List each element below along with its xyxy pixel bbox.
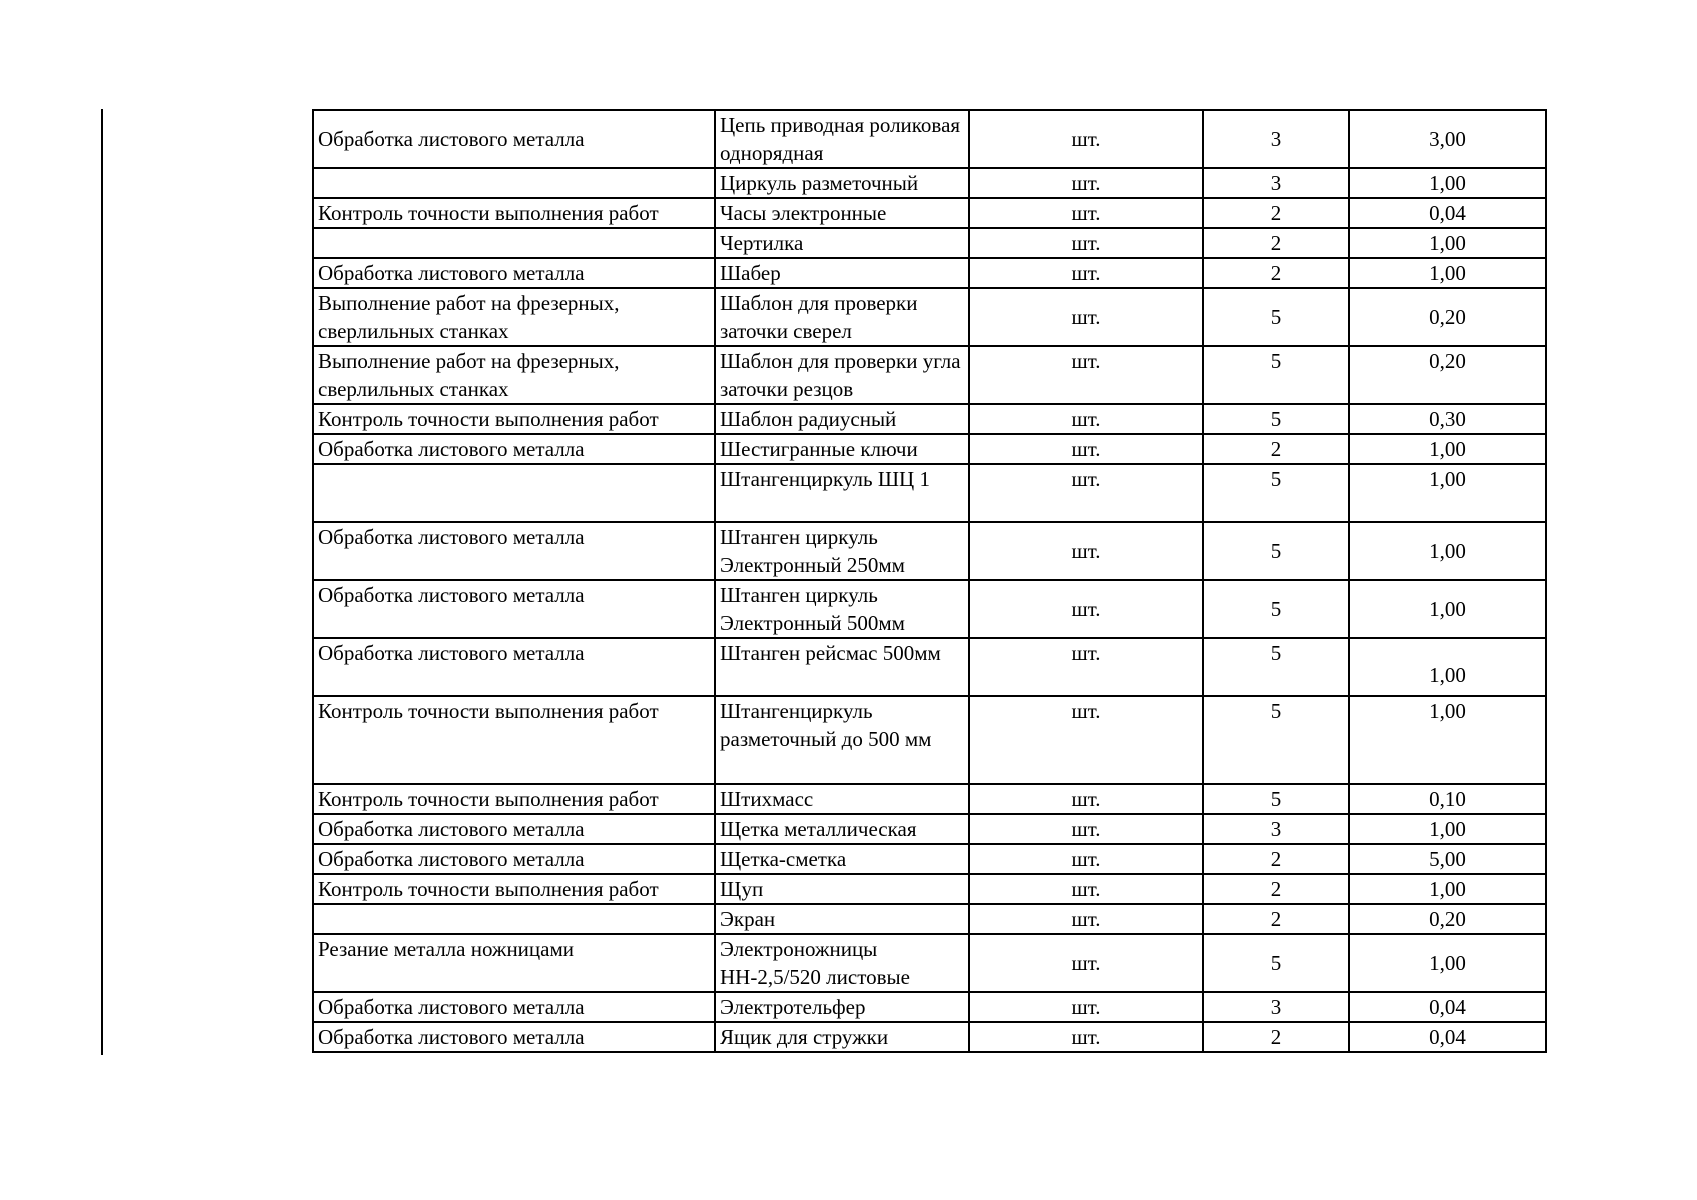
- unit-cell: шт.: [969, 522, 1203, 580]
- item-name-cell: Штихмасс: [715, 784, 969, 814]
- table-row: [313, 404, 1546, 434]
- work-type-cell: Обработка листового металла: [313, 434, 715, 464]
- norm-cell: 1,00: [1349, 874, 1546, 904]
- quantity-cell: 2: [1203, 904, 1349, 934]
- norm-cell: 1,00: [1349, 434, 1546, 464]
- item-name-cell: Щетка металлическая: [715, 814, 969, 844]
- quantity-cell: 5: [1203, 288, 1349, 346]
- page-margin-line: [101, 109, 103, 1055]
- table-row: [313, 992, 1546, 1022]
- unit-cell: шт.: [969, 638, 1203, 696]
- table-row: [313, 784, 1546, 814]
- quantity-cell: 2: [1203, 258, 1349, 288]
- table-row: [313, 168, 1546, 198]
- quantity-cell: 2: [1203, 228, 1349, 258]
- unit-cell: шт.: [969, 784, 1203, 814]
- work-type-cell: Обработка листового металла: [313, 844, 715, 874]
- quantity-cell: 5: [1203, 522, 1349, 580]
- norm-cell: 1,00: [1349, 464, 1546, 522]
- norm-cell: 1,00: [1349, 696, 1546, 784]
- table-row: [313, 696, 1546, 784]
- item-name-cell: Шаблон для проверки заточки сверел: [715, 288, 969, 346]
- work-type-cell: Обработка листового металла: [313, 992, 715, 1022]
- item-name-cell: Ящик для стружки: [715, 1022, 969, 1052]
- norm-cell: 1,00: [1349, 228, 1546, 258]
- work-type-cell: Контроль точности выполнения работ: [313, 874, 715, 904]
- item-name-cell: Часы электронные: [715, 198, 969, 228]
- work-type-cell: Обработка листового металла: [313, 580, 715, 638]
- work-type-cell: Обработка листового металла: [313, 110, 715, 168]
- item-name-cell: Штангенциркуль ШЦ 1: [715, 464, 969, 522]
- norm-cell: 0,20: [1349, 288, 1546, 346]
- quantity-cell: 2: [1203, 874, 1349, 904]
- work-type-cell: Контроль точности выполнения работ: [313, 696, 715, 784]
- work-type-cell: Выполнение работ на фрезерных, сверлильных станках: [313, 346, 715, 404]
- table-row: [313, 638, 1546, 696]
- table-row: [313, 522, 1546, 580]
- unit-cell: шт.: [969, 814, 1203, 844]
- work-type-cell: [313, 228, 715, 258]
- unit-cell: шт.: [969, 346, 1203, 404]
- unit-cell: шт.: [969, 904, 1203, 934]
- norm-cell: 1,00: [1349, 522, 1546, 580]
- item-name-cell: Цепь приводная роликовая однорядная: [715, 110, 969, 168]
- work-type-cell: Обработка листового металла: [313, 258, 715, 288]
- unit-cell: шт.: [969, 992, 1203, 1022]
- unit-cell: шт.: [969, 434, 1203, 464]
- table-row: [313, 874, 1546, 904]
- item-name-cell: Шабер: [715, 258, 969, 288]
- norm-cell: 1,00: [1349, 934, 1546, 992]
- norm-cell: 1,00: [1349, 580, 1546, 638]
- norm-cell: 0,20: [1349, 346, 1546, 404]
- unit-cell: шт.: [969, 258, 1203, 288]
- work-type-cell: Контроль точности выполнения работ: [313, 404, 715, 434]
- quantity-cell: 2: [1203, 844, 1349, 874]
- unit-cell: шт.: [969, 168, 1203, 198]
- quantity-cell: 5: [1203, 346, 1349, 404]
- item-name-cell: Штанген рейсмас 500мм: [715, 638, 969, 696]
- item-name-cell: Циркуль разметочный: [715, 168, 969, 198]
- work-type-cell: Обработка листового металла: [313, 1022, 715, 1052]
- work-type-cell: Резание металла ножницами: [313, 934, 715, 992]
- table-row: [313, 464, 1546, 522]
- norm-cell: 0,20: [1349, 904, 1546, 934]
- work-type-cell: Обработка листового металла: [313, 814, 715, 844]
- norm-cell: 3,00: [1349, 110, 1546, 168]
- item-name-cell: Электротельфер: [715, 992, 969, 1022]
- work-type-cell: Контроль точности выполнения работ: [313, 784, 715, 814]
- item-name-cell: Чертилка: [715, 228, 969, 258]
- item-name-cell: Штанген циркуль Электронный 250мм: [715, 522, 969, 580]
- unit-cell: шт.: [969, 288, 1203, 346]
- table-row: [313, 198, 1546, 228]
- unit-cell: шт.: [969, 228, 1203, 258]
- unit-cell: шт.: [969, 198, 1203, 228]
- unit-cell: шт.: [969, 110, 1203, 168]
- quantity-cell: 5: [1203, 464, 1349, 522]
- quantity-cell: 3: [1203, 814, 1349, 844]
- quantity-cell: 5: [1203, 580, 1349, 638]
- table-row: [313, 580, 1546, 638]
- unit-cell: шт.: [969, 934, 1203, 992]
- unit-cell: шт.: [969, 580, 1203, 638]
- quantity-cell: 3: [1203, 110, 1349, 168]
- work-type-cell: Контроль точности выполнения работ: [313, 198, 715, 228]
- table-row: [313, 434, 1546, 464]
- item-name-cell: Штанген циркуль Электронный 500мм: [715, 580, 969, 638]
- item-name-cell: Электроножницы НН-2,5/520 листовые: [715, 934, 969, 992]
- quantity-cell: 5: [1203, 934, 1349, 992]
- norm-cell: 1,00: [1349, 258, 1546, 288]
- norm-cell: 1,00: [1349, 168, 1546, 198]
- quantity-cell: 5: [1203, 784, 1349, 814]
- quantity-cell: 2: [1203, 434, 1349, 464]
- unit-cell: шт.: [969, 874, 1203, 904]
- work-type-cell: Выполнение работ на фрезерных, сверлильных станках: [313, 288, 715, 346]
- item-name-cell: Штангенциркуль разметочный до 500 мм: [715, 696, 969, 784]
- unit-cell: шт.: [969, 844, 1203, 874]
- item-name-cell: Щуп: [715, 874, 969, 904]
- table-row: [313, 258, 1546, 288]
- norm-cell: 0,04: [1349, 992, 1546, 1022]
- table-row: [313, 228, 1546, 258]
- norm-cell: 0,30: [1349, 404, 1546, 434]
- table-row: [313, 346, 1546, 404]
- table-row: [313, 844, 1546, 874]
- work-type-cell: [313, 168, 715, 198]
- quantity-cell: 3: [1203, 168, 1349, 198]
- quantity-cell: 5: [1203, 638, 1349, 696]
- work-type-cell: [313, 464, 715, 522]
- unit-cell: шт.: [969, 404, 1203, 434]
- item-name-cell: Экран: [715, 904, 969, 934]
- table-row: [313, 110, 1546, 168]
- item-name-cell: Шаблон для проверки угла заточки резцов: [715, 346, 969, 404]
- equipment-table: [312, 109, 1547, 1053]
- item-name-cell: Шаблон радиусный: [715, 404, 969, 434]
- norm-cell: 5,00: [1349, 844, 1546, 874]
- unit-cell: шт.: [969, 464, 1203, 522]
- table-row: [313, 288, 1546, 346]
- quantity-cell: 2: [1203, 198, 1349, 228]
- item-name-cell: Щетка-сметка: [715, 844, 969, 874]
- quantity-cell: 3: [1203, 992, 1349, 1022]
- work-type-cell: Обработка листового металла: [313, 638, 715, 696]
- norm-cell: 0,10: [1349, 784, 1546, 814]
- table-row: [313, 1022, 1546, 1052]
- norm-cell: 1,00: [1349, 638, 1546, 696]
- table-row: [313, 934, 1546, 992]
- quantity-cell: 2: [1203, 1022, 1349, 1052]
- work-type-cell: Обработка листового металла: [313, 522, 715, 580]
- table-row: [313, 904, 1546, 934]
- norm-cell: 1,00: [1349, 814, 1546, 844]
- norm-cell: 0,04: [1349, 1022, 1546, 1052]
- quantity-cell: 5: [1203, 404, 1349, 434]
- table-row: [313, 814, 1546, 844]
- unit-cell: шт.: [969, 696, 1203, 784]
- item-name-cell: Шестигранные ключи: [715, 434, 969, 464]
- norm-cell: 0,04: [1349, 198, 1546, 228]
- work-type-cell: [313, 904, 715, 934]
- quantity-cell: 5: [1203, 696, 1349, 784]
- unit-cell: шт.: [969, 1022, 1203, 1052]
